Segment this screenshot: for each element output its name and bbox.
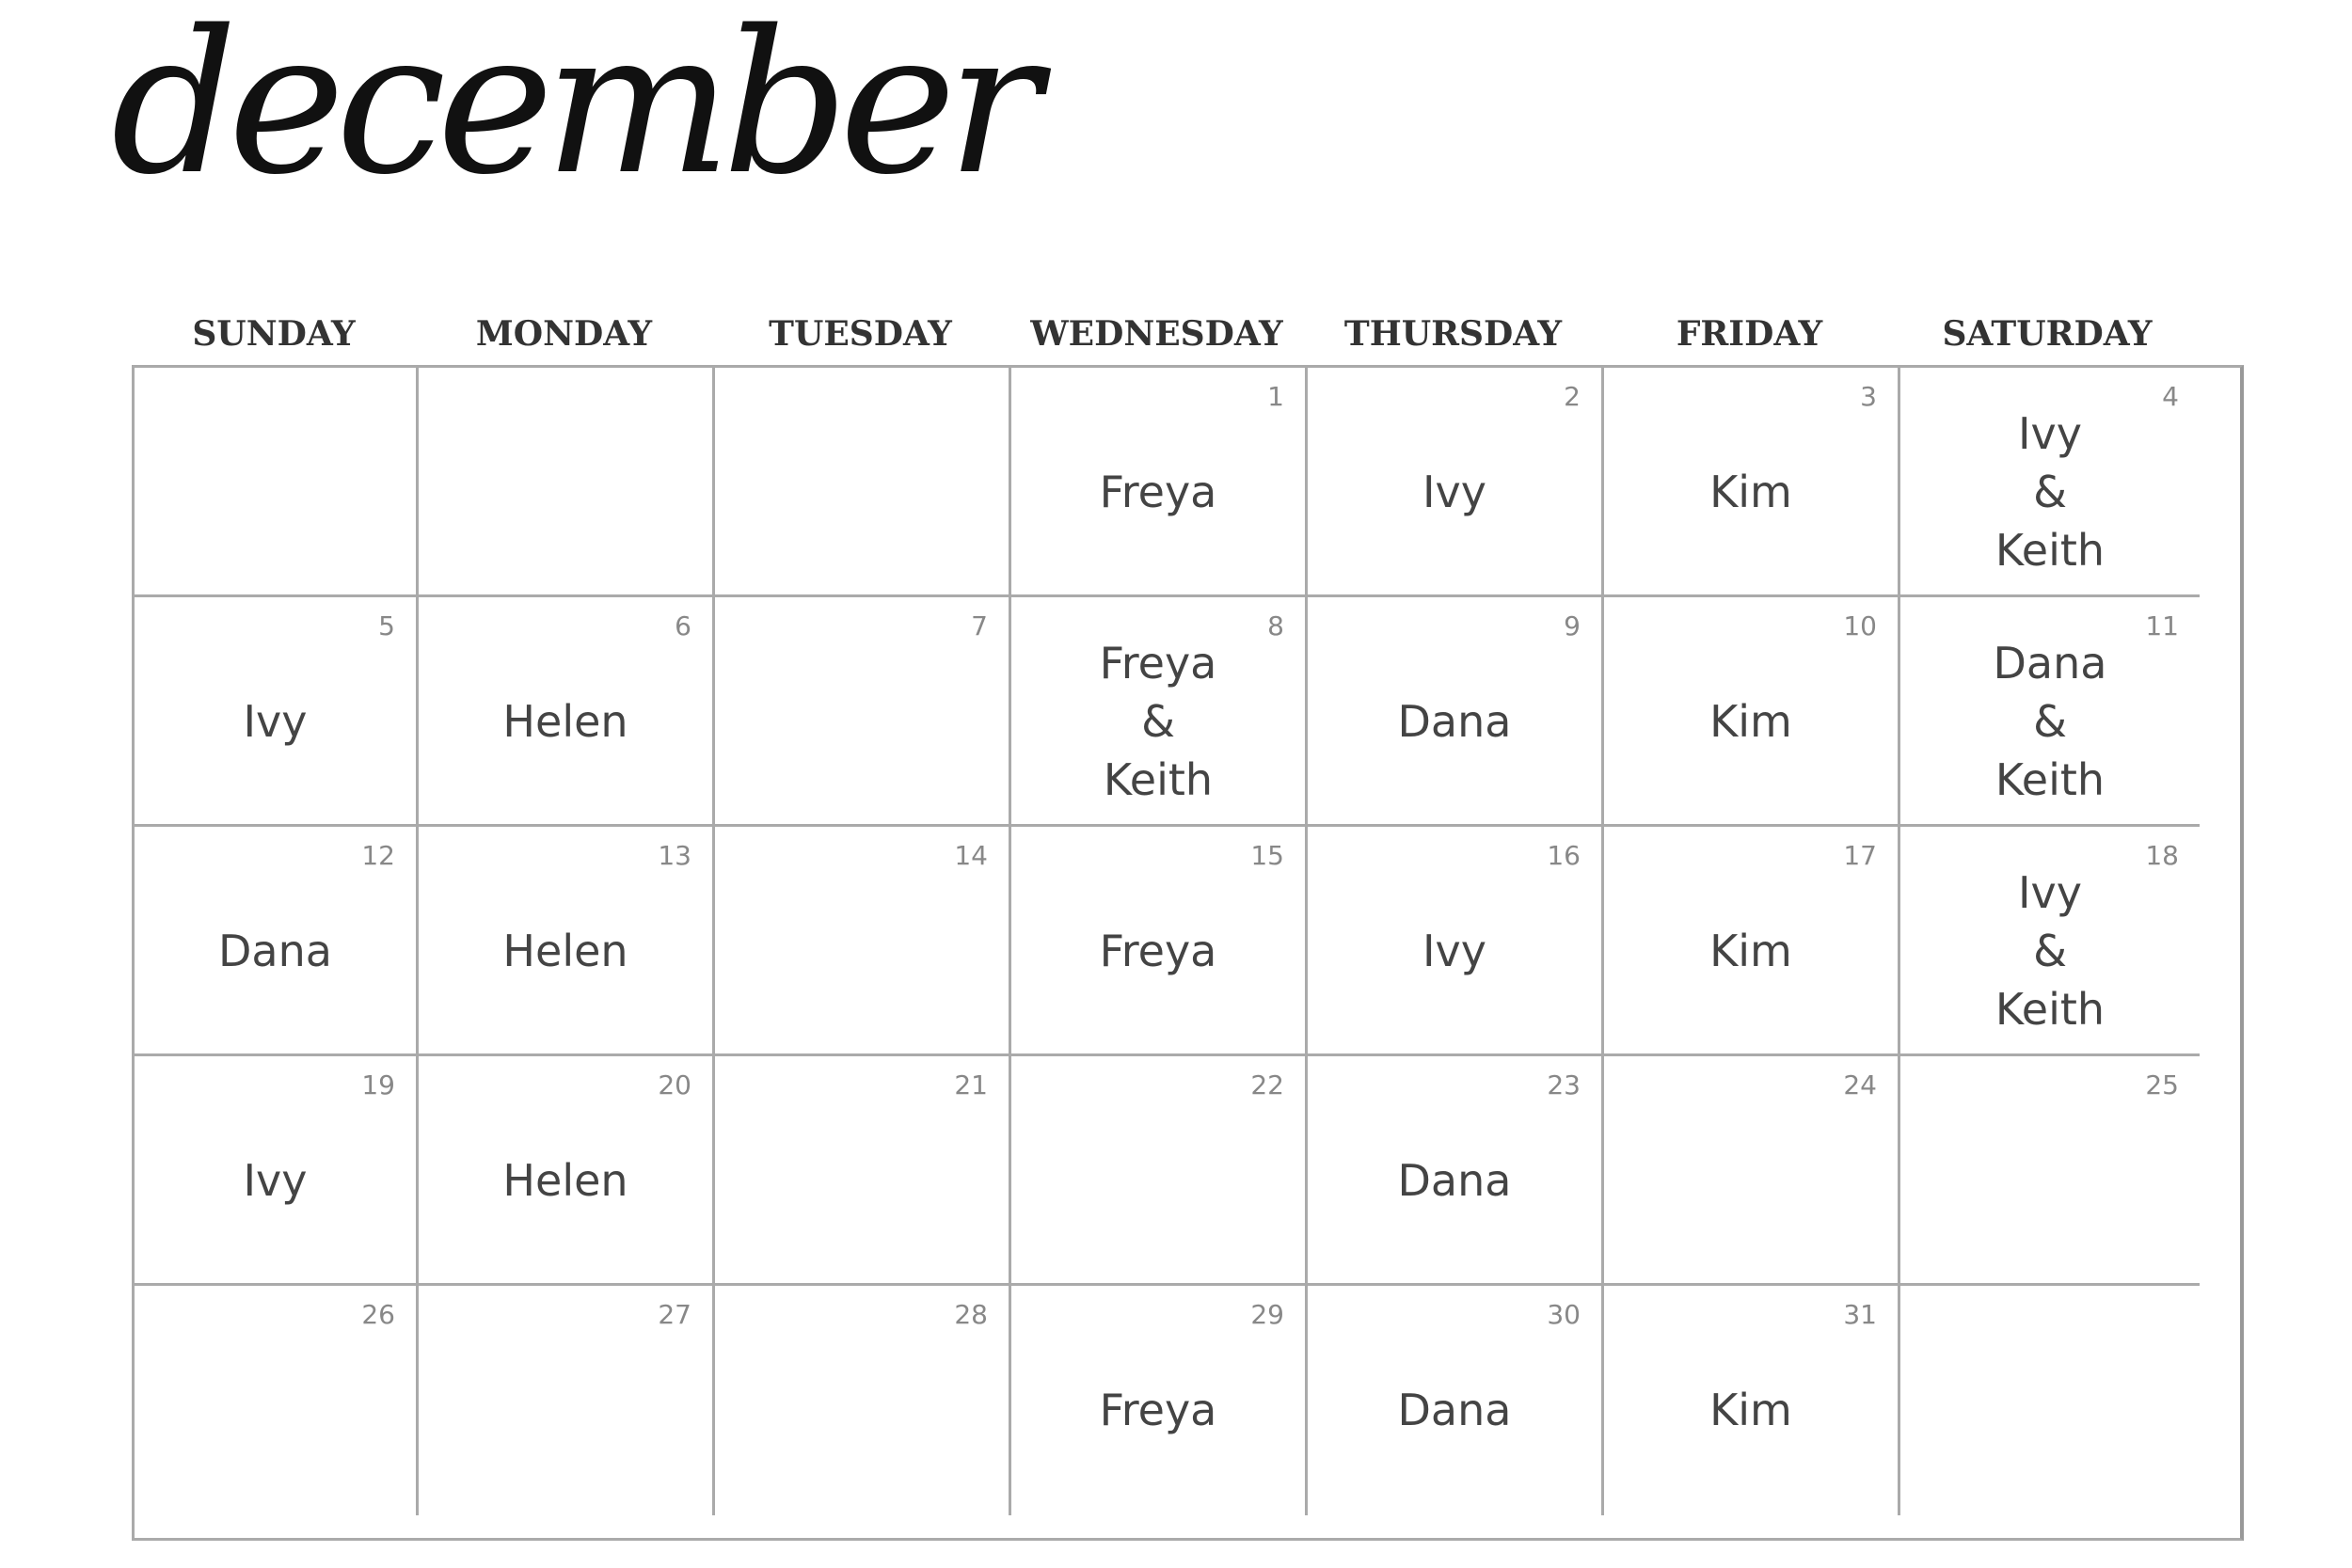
assigned-names	[1604, 922, 1898, 980]
empty-day-cell	[419, 368, 715, 597]
assigned-name: Ivy	[243, 696, 308, 747]
day-number: 28	[954, 1299, 988, 1330]
day-number: 12	[361, 840, 395, 871]
day-cell-16	[1308, 827, 1604, 1056]
day-cell-1	[1011, 368, 1308, 597]
assigned-name: Dana	[1397, 696, 1512, 747]
assigned-names	[1011, 463, 1305, 521]
assigned-names	[135, 922, 416, 980]
assigned-names	[1308, 922, 1601, 980]
assigned-name: Ivy	[2017, 408, 2082, 459]
assigned-name: Dana	[1993, 638, 2107, 689]
assigned-name: Ivy	[1422, 926, 1486, 976]
ampersand-separator: &	[2033, 926, 2067, 976]
day-number: 16	[1547, 840, 1581, 871]
day-number: 23	[1547, 1069, 1581, 1101]
weekday-header-saturday: SATURDAY	[1942, 314, 2153, 354]
day-cell-6	[419, 597, 715, 827]
assigned-names	[1900, 634, 2200, 809]
day-cell-19	[135, 1056, 419, 1286]
assigned-name: Kim	[1709, 467, 1792, 517]
day-cell-25	[1900, 1056, 2200, 1286]
weekday-header-sunday: SUNDAY	[192, 314, 356, 354]
assigned-name: Kim	[1709, 926, 1792, 976]
weekday-header-thursday: THURSDAY	[1343, 314, 1563, 354]
day-number: 29	[1250, 1299, 1284, 1330]
assigned-name: Kim	[1709, 1385, 1792, 1435]
assigned-names	[1604, 1381, 1898, 1439]
day-number: 25	[2145, 1069, 2179, 1101]
calendar-grid	[132, 365, 2244, 1541]
day-cell-8	[1011, 597, 1308, 827]
day-number: 4	[2162, 381, 2179, 412]
assigned-names	[1604, 692, 1898, 751]
day-number: 2	[1564, 381, 1581, 412]
day-number: 22	[1250, 1069, 1284, 1101]
day-cell-27	[419, 1286, 715, 1515]
day-cell-10	[1604, 597, 1900, 827]
day-cell-26	[135, 1286, 419, 1515]
assigned-name: Ivy	[2017, 867, 2082, 918]
day-number: 6	[675, 610, 691, 641]
assigned-names	[1900, 863, 2200, 1038]
day-number: 26	[361, 1299, 395, 1330]
assigned-name: Dana	[1397, 1385, 1512, 1435]
day-number: 14	[954, 840, 988, 871]
month-title: december	[111, 0, 1032, 218]
day-number: 13	[658, 840, 691, 871]
day-number: 24	[1843, 1069, 1877, 1101]
assigned-name: Keith	[1994, 754, 2106, 805]
day-number: 18	[2145, 840, 2179, 871]
assigned-names	[1900, 404, 2200, 579]
assigned-names	[419, 922, 712, 980]
day-number: 27	[658, 1299, 691, 1330]
day-cell-30	[1308, 1286, 1604, 1515]
day-cell-15	[1011, 827, 1308, 1056]
day-cell-17	[1604, 827, 1900, 1056]
day-cell-12	[135, 827, 419, 1056]
assigned-name: Kim	[1709, 696, 1792, 747]
empty-day-cell	[135, 368, 419, 597]
assigned-names	[135, 692, 416, 751]
day-number: 10	[1843, 610, 1877, 641]
day-number: 19	[361, 1069, 395, 1101]
assigned-names	[1308, 1381, 1601, 1439]
day-number: 7	[971, 610, 988, 641]
day-cell-7	[715, 597, 1011, 827]
day-cell-11	[1900, 597, 2200, 827]
day-cell-3	[1604, 368, 1900, 597]
assigned-name: Freya	[1099, 638, 1217, 689]
day-cell-5	[135, 597, 419, 827]
day-cell-31	[1604, 1286, 1900, 1515]
day-number: 31	[1843, 1299, 1877, 1330]
day-cell-13	[419, 827, 715, 1056]
day-number: 21	[954, 1069, 988, 1101]
day-number: 5	[378, 610, 395, 641]
assigned-name: Helen	[502, 1155, 628, 1206]
weekday-header-wednesday: WEDNESDAY	[1030, 314, 1283, 354]
assigned-name: Keith	[1994, 525, 2106, 576]
assigned-names	[1604, 463, 1898, 521]
assigned-name: Helen	[502, 696, 628, 747]
day-cell-23	[1308, 1056, 1604, 1286]
weekday-header-tuesday: TUESDAY	[769, 314, 952, 354]
day-number: 15	[1250, 840, 1284, 871]
day-cell-21	[715, 1056, 1011, 1286]
day-number: 17	[1843, 840, 1877, 871]
assigned-name: Freya	[1099, 926, 1217, 976]
day-cell-14	[715, 827, 1011, 1056]
empty-day-cell	[1900, 1286, 2200, 1515]
day-cell-20	[419, 1056, 715, 1286]
ampersand-separator: &	[1141, 696, 1175, 747]
assigned-names	[1011, 634, 1305, 809]
day-cell-4	[1900, 368, 2200, 597]
day-number: 3	[1860, 381, 1877, 412]
day-cell-24	[1604, 1056, 1900, 1286]
assigned-name: Dana	[1397, 1155, 1512, 1206]
assigned-names	[419, 1151, 712, 1210]
assigned-name: Keith	[1103, 754, 1214, 805]
day-number: 20	[658, 1069, 691, 1101]
day-number: 9	[1564, 610, 1581, 641]
ampersand-separator: &	[2033, 467, 2067, 517]
assigned-names	[1011, 1381, 1305, 1439]
assigned-name: Ivy	[1422, 467, 1486, 517]
day-number: 1	[1267, 381, 1284, 412]
day-number: 8	[1267, 610, 1284, 641]
assigned-names	[135, 1151, 416, 1210]
weekday-header-friday: FRIDAY	[1676, 314, 1823, 354]
day-cell-29	[1011, 1286, 1308, 1515]
assigned-name: Ivy	[243, 1155, 308, 1206]
assigned-name: Freya	[1099, 1385, 1217, 1435]
weekday-header-monday: MONDAY	[475, 314, 653, 354]
assigned-name: Dana	[218, 926, 332, 976]
day-cell-22	[1011, 1056, 1308, 1286]
day-cell-2	[1308, 368, 1604, 597]
assigned-name: Freya	[1099, 467, 1217, 517]
day-cell-9	[1308, 597, 1604, 827]
assigned-names	[419, 692, 712, 751]
assigned-names	[1308, 692, 1601, 751]
weekday-header-row	[132, 306, 2244, 362]
empty-day-cell	[715, 368, 1011, 597]
assigned-names	[1011, 922, 1305, 980]
assigned-names	[1308, 463, 1601, 521]
assigned-name: Helen	[502, 926, 628, 976]
day-number: 11	[2145, 610, 2179, 641]
day-number: 30	[1547, 1299, 1581, 1330]
day-cell-18	[1900, 827, 2200, 1056]
assigned-names	[1308, 1151, 1601, 1210]
assigned-name: Keith	[1994, 984, 2106, 1035]
day-cell-28	[715, 1286, 1011, 1515]
ampersand-separator: &	[2033, 696, 2067, 747]
